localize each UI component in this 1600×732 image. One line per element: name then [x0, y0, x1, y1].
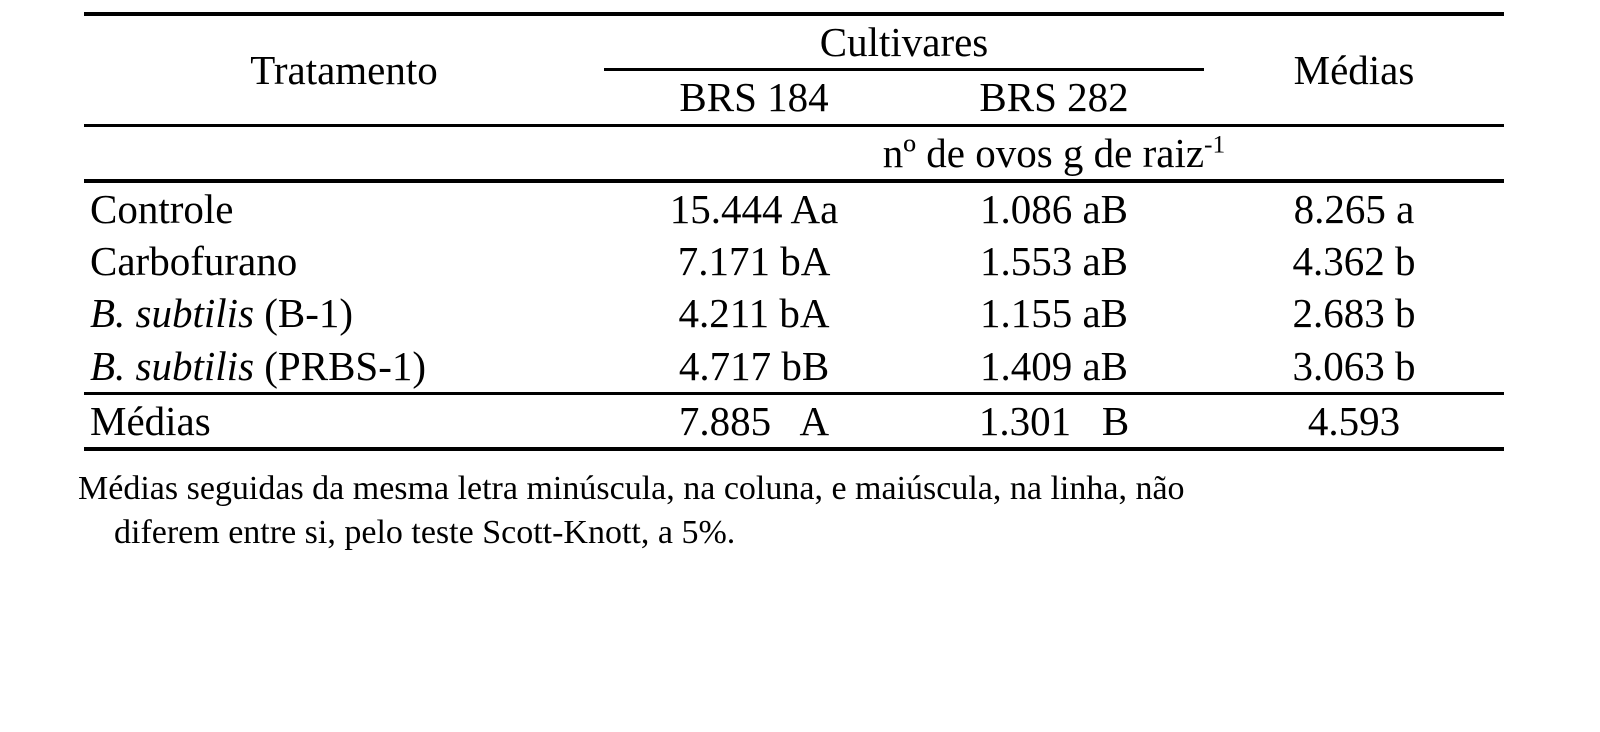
row-treatment-label	[84, 340, 604, 394]
table-totals-row	[84, 393, 1504, 449]
cell-mean: 3.063 b	[1292, 342, 1416, 389]
header-cultivar-brs282: BRS 282	[979, 74, 1129, 121]
table-row	[84, 287, 1504, 339]
cell-mean: 4.362 b	[1292, 238, 1416, 285]
cell-brs282: 1.155 aB	[979, 290, 1129, 337]
totals-mean: 4.593	[1307, 397, 1401, 444]
table-row	[84, 181, 1504, 235]
table-footnote	[78, 467, 1528, 554]
footnote-line-1: Médias seguidas da mesma letra minúscula, na coluna, e maiúscula, na linha, não	[78, 470, 1185, 508]
treatment-rest: Carbofurano	[90, 238, 298, 285]
units-label	[604, 125, 1504, 181]
row-treatment-label	[84, 287, 604, 339]
header-cultivares-group: Cultivares	[604, 14, 1204, 70]
header-means: Médias	[1204, 14, 1504, 125]
totals-brs184: 7.885 A	[678, 397, 830, 444]
totals-label: Médias	[90, 397, 211, 444]
cell-mean: 8.265 a	[1293, 185, 1415, 232]
cell-brs184: 15.444 Aa	[669, 185, 839, 232]
footnote-line-2: diferem entre si, pelo teste Scott-Knott, a 5%.	[114, 513, 736, 551]
row-treatment-label	[84, 235, 604, 287]
treatment-species-italic: B. subtilis	[90, 290, 255, 337]
cell-brs184: 4.717 bB	[678, 342, 830, 389]
totals-brs282: 1.301 B	[978, 397, 1130, 444]
row-treatment-label	[84, 181, 604, 235]
header-treatment: Tratamento	[84, 14, 604, 125]
cell-mean: 2.683 b	[1292, 290, 1416, 337]
units-row	[84, 125, 1504, 181]
cell-brs282: 1.553 aB	[979, 238, 1129, 285]
treatment-rest: (PRBS-1)	[254, 342, 427, 389]
cell-brs282: 1.086 aB	[979, 185, 1129, 232]
cell-brs282: 1.409 aB	[979, 342, 1129, 389]
results-table	[84, 12, 1504, 451]
units-spacer	[84, 125, 604, 181]
document-page	[0, 12, 1600, 732]
treatment-rest: Controle	[90, 185, 234, 232]
table-row	[84, 340, 1504, 394]
cell-brs184: 4.211 bA	[678, 290, 830, 337]
treatment-species-italic: B. subtilis	[90, 342, 255, 389]
treatment-rest: (B-1)	[254, 290, 354, 337]
units-text: nº de ovos g de raiz	[882, 129, 1205, 176]
cell-brs184: 7.171 bA	[677, 238, 831, 285]
header-cultivar-brs184: BRS 184	[679, 74, 829, 121]
table-row	[84, 235, 1504, 287]
units-exponent: -1	[1204, 129, 1226, 158]
table-header-row-group	[84, 14, 1504, 70]
